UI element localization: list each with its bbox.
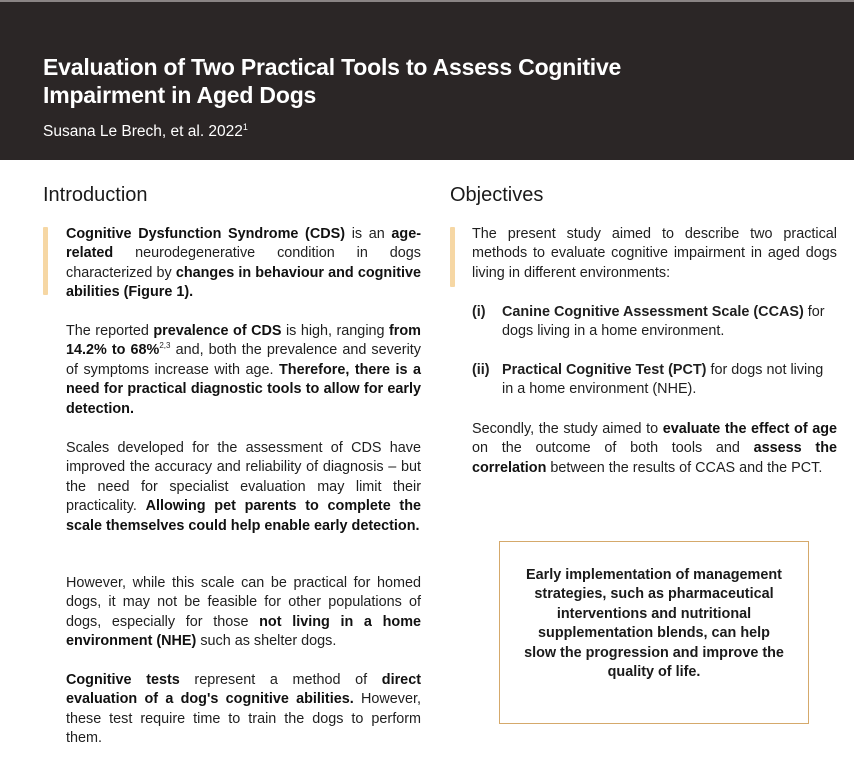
intro-paragraph-1: Cognitive Dysfunction Syndrome (CDS) is an age-related neurodegenerative condition in dogs characterized by changes in behaviour and cognitive abilities (Figure 1). xyxy=(66,226,421,301)
intro-paragraph-5: Cognitive tests represent a method of direct evaluation of a dog's cognitive abilities. However, these test require time to train the dogs to perform them. xyxy=(66,672,421,747)
introduction-accent-bar xyxy=(43,227,48,295)
objectives-paragraph-1: The present study aimed to describe two practical methods to evaluate cognitive impairment in aged dogs living in different environments: xyxy=(472,226,837,281)
authors-text: Susana Le Brech, et al. 2022 xyxy=(43,123,243,140)
poster-title: Evaluation of Two Practical Tools to Assess Cognitive Impairment in Aged Dogs xyxy=(43,54,622,108)
callout-text: Early implementation of management strategies, such as pharmaceutical interventions and nutritional supplementation blends, can help slow the progression and improve the quality of life. xyxy=(524,567,784,681)
intro-paragraph-4: However, while this scale can be practical for homed dogs, it may not be feasible for other populations of dogs, especially for those not living in a home environment (NHE) such as shelter dogs. xyxy=(66,575,421,650)
introduction-heading: Introduction xyxy=(43,184,148,206)
poster-header xyxy=(0,0,854,160)
objectives-paragraph-2: Secondly, the study aimed to evaluate the effect of age on the outcome of both tools and assess the correlation between the results of CCAS and the PCT. xyxy=(472,421,837,476)
key-message-callout xyxy=(499,541,809,724)
intro-paragraph-3: Scales developed for the assessment of CDS have improved the accuracy and reliability of diagnosis – but the need for specialist evaluation may limit their practicality. Allowing pet parents to complete the scale themselves could help enable early detection. xyxy=(66,440,422,534)
authors-reference: 1 xyxy=(242,121,248,132)
objectives-heading: Objectives xyxy=(450,184,544,206)
objective-list-item: (i) Canine Cognitive Assessment Scale (CCAS) for dogs living in a home environment. xyxy=(472,304,825,340)
intro-paragraph-2: The reported prevalence of CDS is high, ranging from 14.2% to 68%$^{2,3}$ and, both the prevalence and severity of symptoms increase with age. Therefore, there is a need for practical diagnostic tools to allow for early detection. xyxy=(66,323,421,417)
objective-list-item: (ii) Practical Cognitive Test (PCT) for dogs not living in a home environment (NHE). xyxy=(472,362,824,398)
poster-authors xyxy=(43,122,248,142)
objectives-accent-bar xyxy=(450,227,455,287)
